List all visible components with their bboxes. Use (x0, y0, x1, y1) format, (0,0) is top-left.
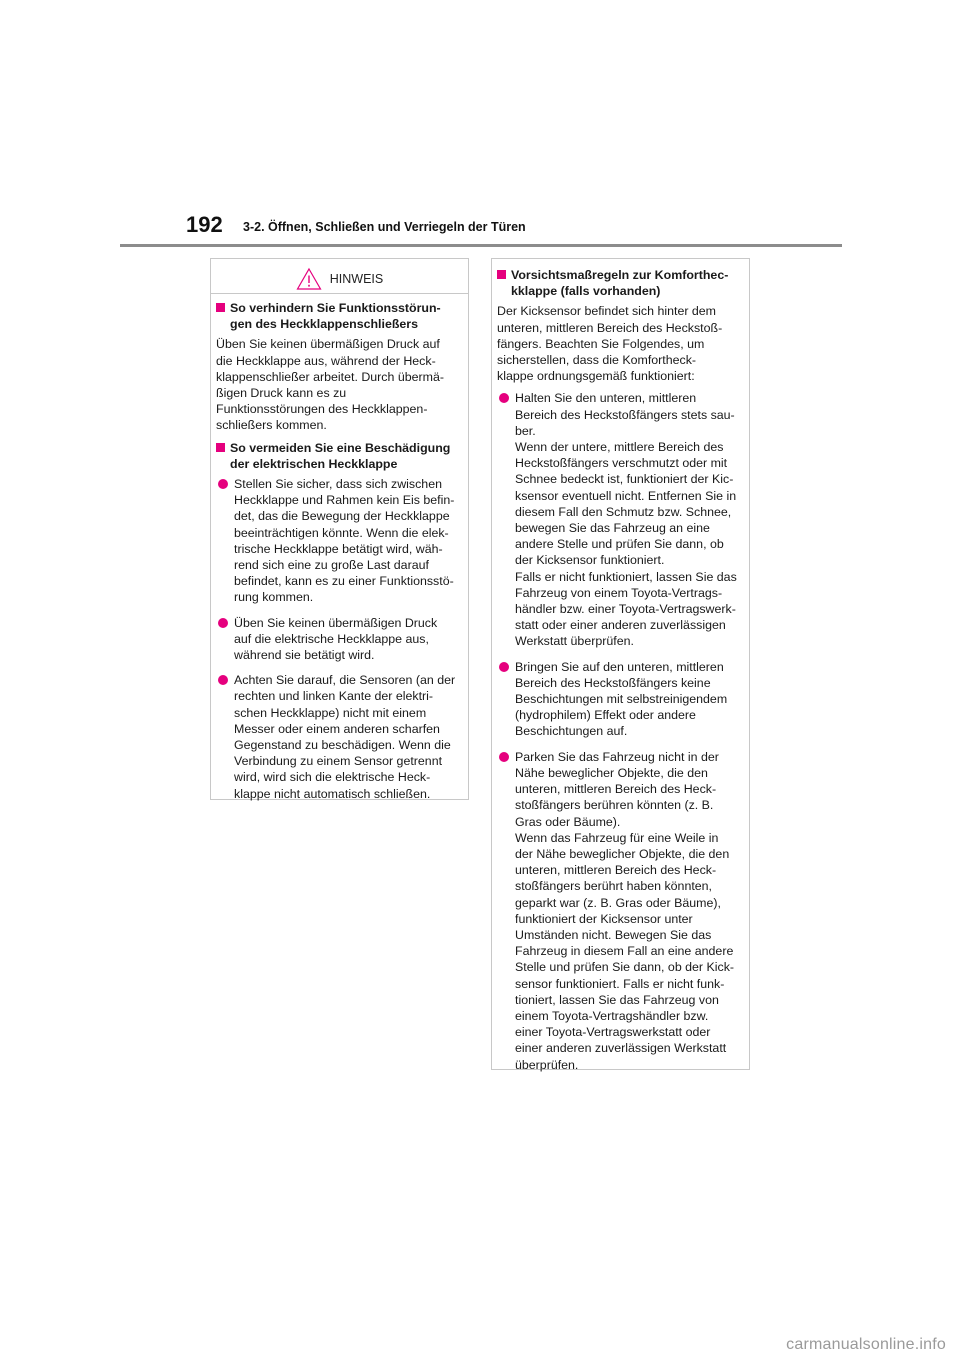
bullet-item: Achten Sie darauf, die Sensoren (an der rechten und linken Kante der elektri- schen Heckklappe) nicht mit einem Messer oder einem anderen scharfen Gegenstand zu beschädigen. Wenn die Verbindung zu einem Sensor getrennt wird, wird sich die elektrische Heck- klappe nicht automatisch schließen. (216, 672, 460, 802)
notice-label: HINWEIS (329, 271, 384, 286)
paragraph: Üben Sie keinen übermäßigen Druck auf die Heckklappe aus, während der Heck- klappenschließer arbeitet. Durch übermä- ßigen Druck kann es zu Funktionsstörungen des Heckklappen- schließers kommen. (216, 337, 444, 433)
bullet-item: Üben Sie keinen übermäßigen Druck auf die elektrische Heckklappe aus, während sie betätigt wird. (216, 615, 460, 664)
bullet-item: Bringen Sie auf den unteren, mittleren Bereich des Heckstoßfängers keine Beschichtungen mit selbstreinigendem (hydrophilem) Effekt oder andere Beschichtungen auf. (497, 659, 741, 740)
header-rule (120, 244, 842, 247)
bullet-item: Halten Sie den unteren, mittleren Bereich des Heckstoßfängers stets sau- ber. Wenn der untere, mittlere Bereich des Heckstoßfängers verschmutzt oder mit Schnee bedeckt ist, funktioniert der Kic- ksensor eventuell nicht. Entfernen Sie in diesem Fall den Schmutz bzw. Schnee, bewegen Sie das Fahrzeug an eine andere Stelle und prüfen Sie dann, ob der Kicksensor funktioniert. Falls er nicht funktioniert, lassen Sie das Fahrzeug von einem Toyota-Vertrags- händler bzw. einer Toyota-Vertragswerk- statt oder einer anderen zuverlässigen Werkstatt überprüfen. (497, 390, 741, 649)
section-heading: Vorsichtsmaßregeln zur Komforthec- kklappe (falls vorhanden) (497, 267, 741, 299)
section-title: 3-2. Öffnen, Schließen und Verriegeln der Türen (243, 220, 526, 234)
page-number: 192 (186, 212, 223, 237)
bullet-item: Stellen Sie sicher, dass sich zwischen Heckklappe und Rahmen kein Eis befin- det, das die Bewegung der Heckklappe beeinträchtigen könnte. Wenn die elek- trische Heckklappe betätigt wird, wäh- rend sich eine zu große Last darauf befindet, kann es zu einer Funktionsstö- rung kommen. (216, 476, 460, 606)
precaution-box (491, 258, 750, 1070)
notice-box (210, 258, 469, 800)
section-heading: So vermeiden Sie eine Beschädigung der elektrischen Heckklappe (216, 440, 460, 472)
bullet-item: Parken Sie das Fahrzeug nicht in der Nähe beweglicher Objekte, die den unteren, mittleren Bereich des Heck- stoßfängers berühren könnten (z. B. Gras oder Bäume). Wenn das Fahrzeug für eine Weile in der Nähe beweglicher Objekte, die den unteren, mittleren Bereich des Heck- stoßfängers berührt haben könnten, geparkt war (z. B. Gras oder Bäume), funktioniert der Kicksensor unter Umständen nicht. Bewegen Sie das Fahrzeug in diesem Fall an eine andere Stelle und prüfen Sie dann, ob der Kick- sensor funktioniert. Falls er nicht funk- tioniert, lassen Sie das Fahrzeug von einem Toyota-Vertragshändler bzw. einer Toyota-Vertragswerkstatt oder einer anderen zuverlässigen Werkstatt überprüfen. (497, 749, 741, 1073)
page-header (0, 0, 960, 250)
section-heading: So verhindern Sie Funktionsstörun- gen des Heckklappenschließers (216, 300, 460, 332)
warning-triangle-icon (296, 267, 322, 291)
intro-paragraph: Der Kicksensor befindet sich hinter dem unteren, mittleren Bereich des Heckstoß- fängers. Beachten Sie Folgendes, um sicherstellen, dass die Komfortheck- klappe ordnungsgemäß funktioniert: (497, 304, 723, 384)
notice-header (211, 265, 468, 294)
watermark: carmanualsonline.info (786, 1336, 946, 1353)
